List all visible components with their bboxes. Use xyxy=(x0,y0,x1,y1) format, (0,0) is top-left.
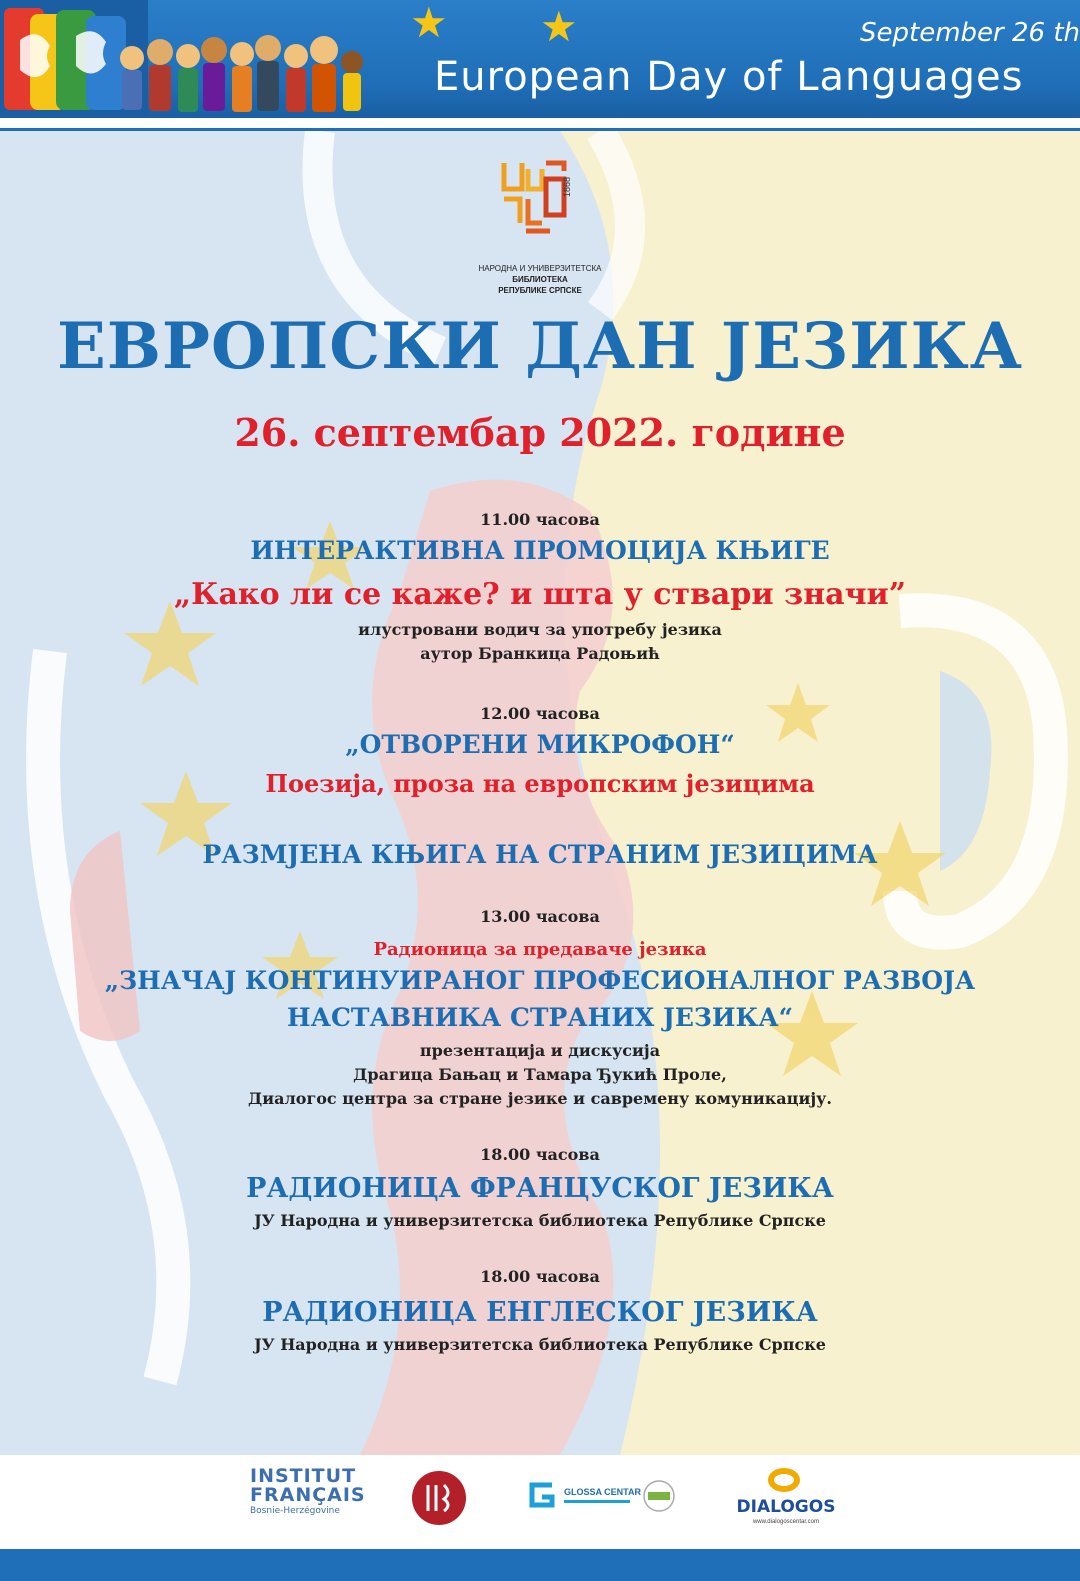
event4-presenters: Драгица Бањац и Тамара Ђукић Проле, xyxy=(353,1065,727,1084)
library-year: 1868 xyxy=(562,176,572,197)
event1-title: ИНТЕРАКТИВНА ПРОМОЦИЈА КЊИГЕ xyxy=(250,536,830,565)
event4-title-line1: „ЗНАЧАЈ КОНТИНУИРАНОГ ПРОФЕСИОНАЛНОГ РАЗВОЈА xyxy=(104,966,976,995)
dialogos-url: www.dialogoscentar.com xyxy=(752,1519,820,1525)
star-icon: ★ xyxy=(540,2,578,51)
event1-description: илустровани водич за употребу језика xyxy=(358,620,722,639)
event5-organization: ЈУ Народна и универзитетска библиотека Републике Српске xyxy=(254,1211,826,1230)
event4-description: презентација и дискусија xyxy=(419,1041,661,1060)
event6-organization: ЈУ Народна и универзитетска библиотека Републике Српске xyxy=(254,1335,826,1354)
event4-title-line2: НАСТАВНИКА СТРАНИХ ЈЕЗИКА“ xyxy=(286,1003,794,1032)
sponsors-footer xyxy=(0,1455,1080,1549)
page-title: ЕВРОПСКИ ДАН ЈЕЗИКА xyxy=(57,309,1023,384)
glossa-name: GLOSSA CENTAR xyxy=(564,1487,642,1497)
event6-time: 18.00 часова xyxy=(480,1267,600,1286)
event2-title: „ОТВОРЕНИ МИКРОФОН“ xyxy=(345,730,735,759)
star-icon: ★ xyxy=(410,0,448,47)
people-illustration-icon xyxy=(118,28,368,116)
event1-author: аутор Бранкица Радоњић xyxy=(420,644,660,663)
institut-francais-logo xyxy=(250,1465,366,1517)
glossa-logo-icon xyxy=(524,1479,564,1513)
event5-time: 18.00 часова xyxy=(480,1145,600,1164)
header-date: September 26 th xyxy=(860,18,1080,48)
institut-line3: Bosnie-Herzégovine xyxy=(250,1506,340,1516)
header-divider xyxy=(0,118,1080,131)
library-name-line1: НАРОДНА И УНИВЕРЗИТЕТСКА xyxy=(478,264,602,273)
header-banner xyxy=(0,0,1080,118)
institut-line1: INSTITUT xyxy=(250,1465,357,1487)
event4-organization: Диалогос центра за стране језике и савремену комуникацију. xyxy=(248,1089,832,1108)
poster-content xyxy=(0,131,1080,1455)
glossa-underline xyxy=(564,1500,630,1503)
certificate-badge-icon xyxy=(642,1479,676,1513)
event2-subtitle: Поезија, проза на европским језицима xyxy=(265,769,815,798)
event4-time: 13.00 часова xyxy=(480,907,600,926)
institut-line2: FRANÇAIS xyxy=(250,1484,366,1506)
event4-intro: Радионица за предаваче језика xyxy=(373,939,707,960)
library-logo-icon xyxy=(498,159,578,255)
event5-title: РАДИОНИЦА ФРАНЦУСКОГ ЈЕЗИКА xyxy=(246,1173,834,1204)
dialogos-logo-icon xyxy=(766,1465,802,1495)
event3-title: РАЗМЈЕНА КЊИГА НА СТРАНИМ ЈЕЗИЦИМА xyxy=(202,840,878,869)
event1-book-title: „Како ли се каже? и шта у ствари значи” xyxy=(173,577,907,612)
dialogos-name: DIALOGOS xyxy=(736,1497,836,1517)
seal-logo-icon xyxy=(410,1469,468,1527)
event2-time: 12.00 часова xyxy=(480,704,600,723)
footer-bar xyxy=(0,1549,1080,1581)
header-title: European Day of Languages xyxy=(434,54,1024,100)
event1-time: 11.00 часова xyxy=(480,510,600,529)
event6-title: РАДИОНИЦА ЕНГЛЕСКОГ ЈЕЗИКА xyxy=(262,1297,818,1328)
library-name-line2: БИБЛИОТЕКА xyxy=(512,275,568,284)
library-name-line3: РЕПУБЛИКЕ СРПСКЕ xyxy=(498,286,582,295)
event-date: 26. септембар 2022. године xyxy=(234,410,846,455)
